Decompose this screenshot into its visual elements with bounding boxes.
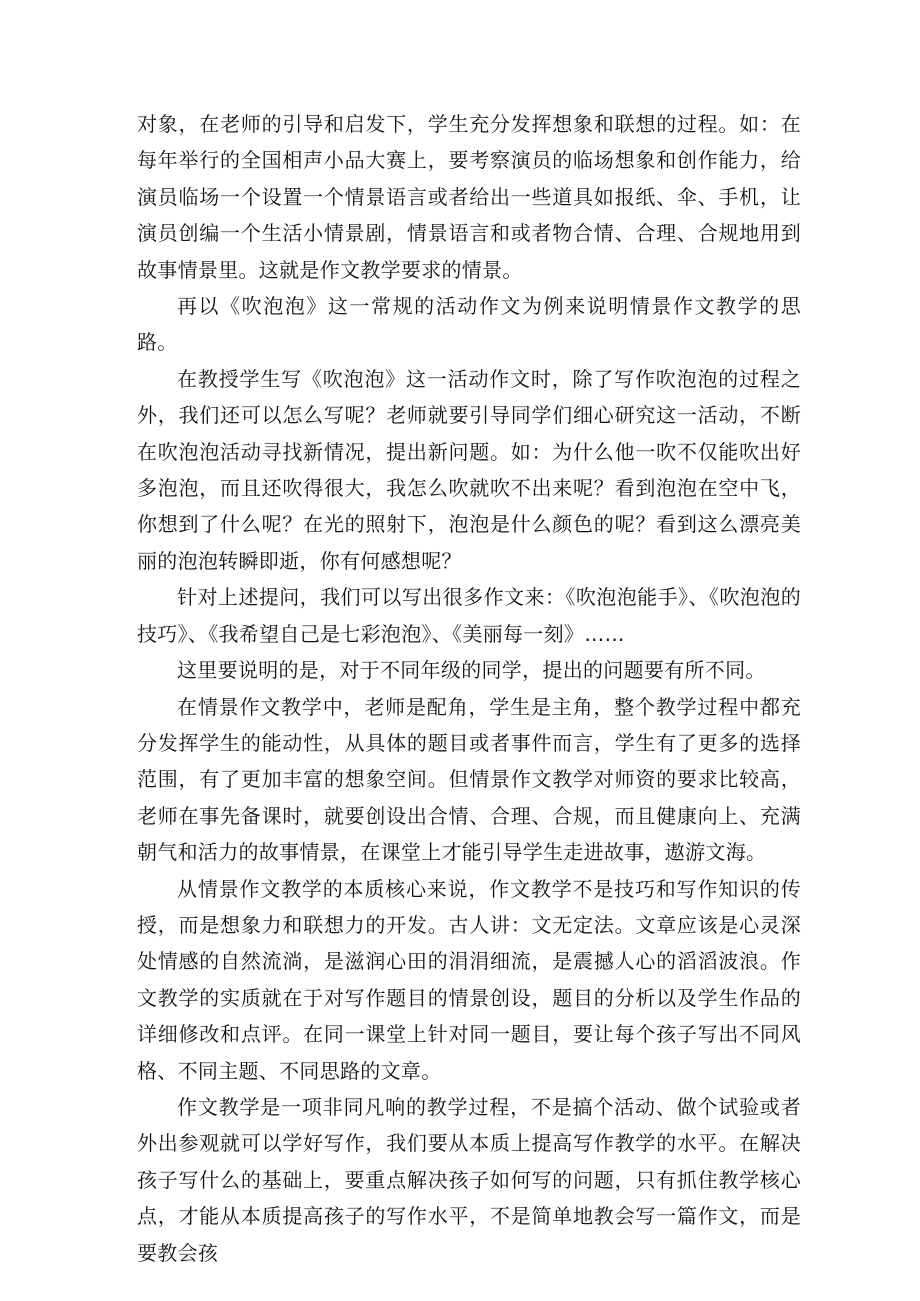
paragraph: 在情景作文教学中，老师是配角，学生是主角，整个教学过程中都充分发挥学生的能动性，从具体的题目或者事件而言，学生有了更多的选择范围，有了更加丰富的想象空间。但情景作文教学对师资的要求比较高，老师在事先备课时，就要创设出合情、合理、合规，而且健康向上、充满朝气和活力的故事情景，在课堂上才能引导学生走进故事，遨游文海。 <box>137 694 801 865</box>
paragraph: 再以《吹泡泡》这一常规的活动作文为例来说明情景作文教学的思路。 <box>137 294 801 355</box>
paragraph: 在教授学生写《吹泡泡》这一活动作文时，除了写作吹泡泡的过程之外，我们还可以怎么写呢？老师就要引导同学们细心研究这一活动，不断在吹泡泡活动寻找新情况，提出新问题。如：为什么他一吹不仅能吹出好多泡泡，而且还吹得很大，我怎么吹就吹不出来呢？看到泡泡在空中飞，你想到了什么呢？在光的照射下，泡泡是什么颜色的呢？看到这么漂亮美丽的泡泡转瞬即逝，你有何感想呢？ <box>137 366 801 573</box>
paragraph: 从情景作文教学的本质核心来说，作文教学不是技巧和写作知识的传授，而是想象力和联想力的开发。古人讲：文无定法。文章应该是心灵深处情感的自然流淌，是滋润心田的涓涓细流，是震撼人心的滔滔波浪。作文教学的实质就在于对写作题目的情景创设，题目的分析以及学生作品的详细修改和点评。在同一课堂上针对同一题目，要让每个孩子写出不同风格、不同主题、不同思路的文章。 <box>137 876 801 1083</box>
paragraph: 这里要说明的是，对于不同年级的同学，提出的问题要有所不同。 <box>177 658 766 683</box>
body-text <box>137 106 801 1271</box>
paragraph-continued: 对象，在老师的引导和启发下，学生充分发挥想象和联想的过程。如：在每年举行的全国相声小品大赛上，要考察演员的临场想象和创作能力，给演员临场一个设置一个情景语言或者给出一些道具如报纸、伞、手机，让演员创编一个生活小情景剧，情景语言和或者物合情、合理、合规地用到故事情景里。这就是作文教学要求的情景。 <box>137 112 801 282</box>
paragraph: 作文教学是一项非同凡响的教学过程，不是搞个活动、做个试验或者外出参观就可以学好写作，我们要从本质上提高写作教学的水平。在解决孩子写什么的基础上，要重点解决孩子如何写的问题，只有抓住教学核心点，才能从本质提高孩子的写作水平，不是简单地教会写一篇作文，而是要教会孩 <box>137 1094 801 1265</box>
paragraph: 针对上述提问，我们可以写出很多作文来：《吹泡泡能手》、《吹泡泡的技巧》、《我希望自己是七彩泡泡》、《美丽每一刻》…… <box>137 585 801 646</box>
